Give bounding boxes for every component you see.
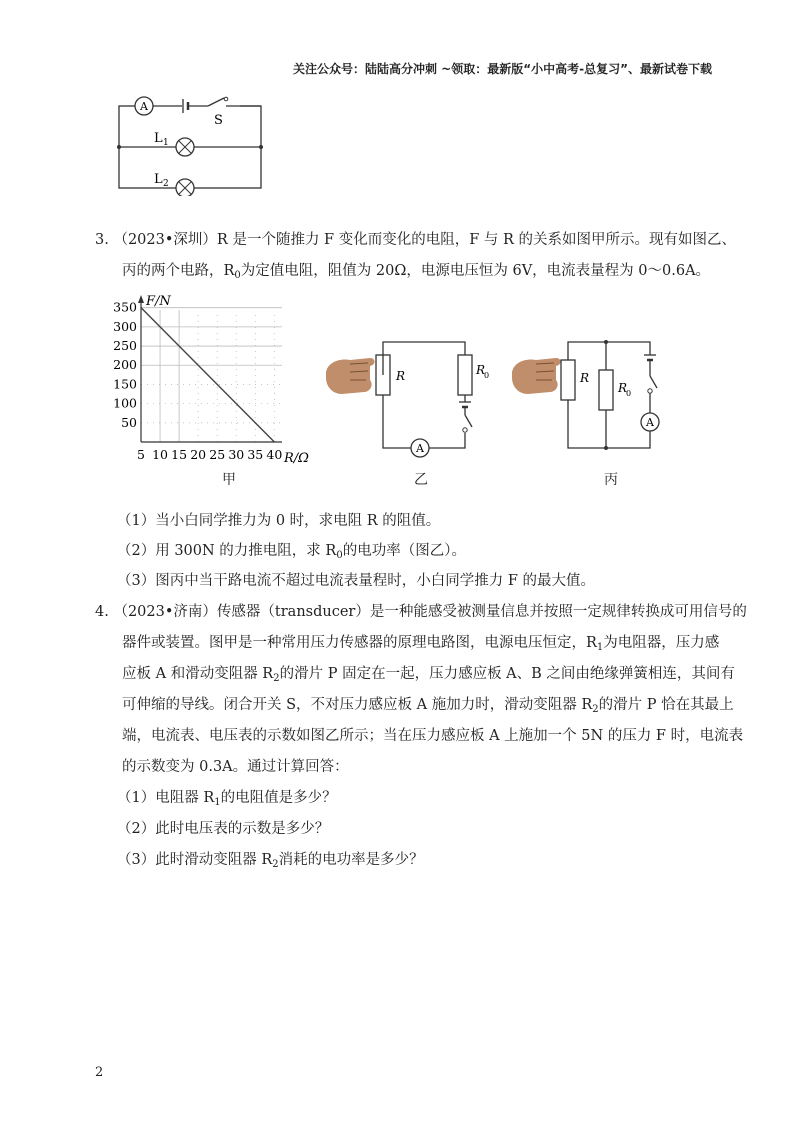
caption-jia: 甲 — [222, 472, 236, 488]
r-label: R — [580, 371, 590, 385]
top-circuit-diagram — [110, 88, 270, 196]
x-tick-label: 15 — [171, 447, 188, 462]
switch-icon — [648, 389, 652, 393]
x-tick-label: 25 — [209, 447, 226, 462]
x-tick-label: 20 — [190, 447, 207, 462]
x-axis-label: R/Ω — [284, 451, 309, 464]
q4-line6: 的示数变为 0.3A。通过计算回答： — [122, 759, 349, 775]
svg-text:2: 2 — [163, 179, 169, 189]
svg-text:1: 1 — [163, 138, 169, 148]
r0-label: R — [476, 363, 486, 377]
header-note: 关注公众号：陆陆高分冲刺 ~领取：最新版“小中高考-总复习”、最新试卷下载 — [293, 62, 712, 76]
page-number: 2 — [95, 1065, 104, 1080]
y-tick-label: 100 — [113, 395, 137, 411]
x-tick-label: 10 — [152, 447, 169, 462]
svg-text:A: A — [416, 442, 424, 455]
hand-icon — [326, 358, 375, 394]
y-axis-label: F/N — [146, 294, 171, 309]
svg-text:0: 0 — [484, 371, 490, 380]
x-tick-label: 5 — [137, 447, 145, 462]
r-label: R — [396, 369, 406, 383]
q4-line1: 4. （2023•济南）传感器（transducer）是一种能感受被测量信息并按照一定规律转换成可用信号的 — [95, 604, 747, 620]
switch-icon — [463, 428, 467, 432]
series-line — [141, 308, 274, 442]
svg-text:0: 0 — [626, 389, 632, 398]
ammeter-label: A — [140, 100, 148, 113]
q4-sub1: （1）电阻器 $R_1$的电阻值是多少？ — [117, 790, 337, 808]
q4-line4: 可伸缩的导线。闭合开关 S，不对压力感应板 A 施加力时，滑动变阻器 $R_2$的滑片 P 恰在其最上 — [122, 697, 734, 715]
q4-sub2: （2）此时电压表的示数是多少？ — [117, 821, 330, 837]
y-tick-label: 200 — [113, 357, 137, 373]
q3-sub1: （1）当小白同学推力为 0 时，求电阻 R 的阻值。 — [117, 513, 441, 529]
q4-line3: 应板 A 和滑动变阻器 $R_2$的滑片 P 固定在一起，压力感应板 A、B 之间由绝缘弹簧相连，其间有 — [122, 666, 735, 684]
y-tick-label: 50 — [121, 414, 137, 430]
x-tick-label: 40 — [266, 447, 283, 462]
y-tick-label: 350 — [113, 299, 137, 315]
svg-text:A: A — [646, 416, 654, 429]
caption-bing: 丙 — [604, 472, 618, 488]
circuit-yi — [320, 330, 490, 465]
q3-sub2: （2）用 300N 的力推电阻，求 $R_0$的电功率（图乙）。 — [117, 543, 466, 561]
lamp1-label: L — [154, 131, 163, 146]
y-tick-label: 300 — [113, 318, 137, 334]
circuit-bing — [508, 330, 673, 465]
q3-line2: 丙的两个电路，$R_0$为定值电阻，阻值为 20Ω，电源电压恒为 6V，电流表量程为 0～0.6A。 — [122, 263, 711, 281]
q4-sub3: （3）此时滑动变阻器 $R_2$消耗的电功率是多少？ — [117, 852, 424, 870]
f-r-chart — [100, 292, 320, 464]
q3-sub3: （3）图丙中当干路电流不超过电流表量程时，小白同学推力 F 的最大值。 — [117, 573, 596, 589]
x-tick-label: 35 — [247, 447, 264, 462]
q3-line1: 3. （2023•深圳）R 是一个随推力 F 变化而变化的电阻，F 与 R 的关系如图甲所示。现有如图乙、 — [95, 232, 737, 248]
q4-line2: 器件或装置。图甲是一种常用压力传感器的原理电路图，电源电压恒定，$R_1$为电阻器，压力感 — [122, 635, 720, 653]
lamp2-label: L — [154, 172, 163, 187]
r0-label: R — [618, 381, 628, 395]
switch-label: S — [214, 113, 223, 128]
caption-yi: 乙 — [414, 472, 428, 488]
y-tick-label: 250 — [113, 338, 137, 354]
q4-line5: 端，电流表、电压表的示数如图乙所示；当在压力感应板 A 上施加一个 5N 的压力 F 时，电流表 — [122, 728, 744, 744]
hand-icon — [512, 358, 561, 394]
x-tick-label: 30 — [228, 447, 245, 462]
y-tick-label: 150 — [113, 376, 137, 392]
y-axis-arrow — [138, 295, 144, 303]
